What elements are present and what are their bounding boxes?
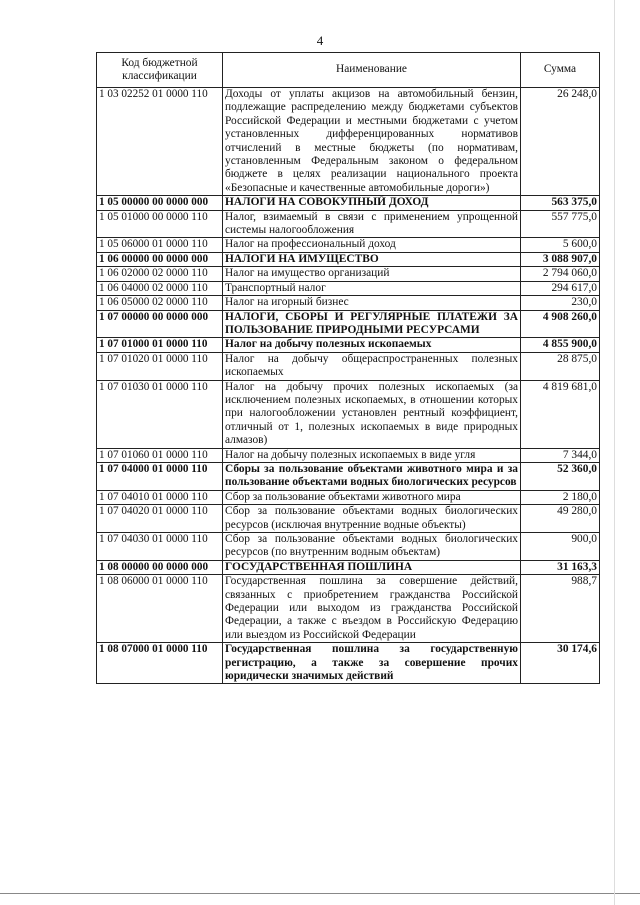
row-name: Налог на добычу полезных ископаемых <box>223 338 521 352</box>
budget-revenue-table <box>96 52 600 684</box>
table-row <box>97 296 600 310</box>
page-bottom-rule <box>0 893 640 894</box>
table-row <box>97 252 600 266</box>
row-code: 1 07 01000 01 0000 110 <box>97 338 223 352</box>
table-row <box>97 575 600 643</box>
row-name: Налог на имущество организаций <box>223 267 521 281</box>
table-row <box>97 448 600 462</box>
table-row <box>97 352 600 380</box>
table-row <box>97 380 600 448</box>
row-sum: 28 875,0 <box>521 352 600 380</box>
row-sum: 26 248,0 <box>521 88 600 196</box>
table-row <box>97 310 600 338</box>
row-code: 1 07 01030 01 0000 110 <box>97 380 223 448</box>
table-row <box>97 338 600 352</box>
row-name: Налог, взимаемый в связи с применением упрощенной системы налогообложения <box>223 210 521 238</box>
row-code: 1 05 01000 00 0000 110 <box>97 210 223 238</box>
row-code: 1 06 02000 02 0000 110 <box>97 267 223 281</box>
row-sum: 30 174,6 <box>521 643 600 684</box>
row-name: Государственная пошлина за совершение действий, связанных с приобретением гражданства Российской Федерации или выходом из гражданства Российской Федерации, а также с въездом в Российскую Федерацию или выездом из Российской Федерации <box>223 575 521 643</box>
table-header-row <box>97 53 600 88</box>
row-sum: 563 375,0 <box>521 196 600 210</box>
table-row <box>97 533 600 561</box>
table-row <box>97 210 600 238</box>
row-sum: 230,0 <box>521 296 600 310</box>
row-code: 1 08 07000 01 0000 110 <box>97 643 223 684</box>
row-name: Сборы за пользование объектами животного мира и за пользование объектами водных биологических ресурсов <box>223 462 521 490</box>
row-name: Налог на добычу общераспространенных полезных ископаемых <box>223 352 521 380</box>
row-name: Налог на игорный бизнес <box>223 296 521 310</box>
row-name: НАЛОГИ НА ИМУЩЕСТВО <box>223 252 521 266</box>
table-row <box>97 88 600 196</box>
header-sum: Сумма <box>521 53 600 88</box>
page-number: 4 <box>316 33 324 48</box>
row-code: 1 08 00000 00 0000 000 <box>97 560 223 574</box>
row-sum: 294 617,0 <box>521 281 600 295</box>
row-sum: 4 855 900,0 <box>521 338 600 352</box>
row-code: 1 08 06000 01 0000 110 <box>97 575 223 643</box>
page-right-edge <box>614 0 615 905</box>
row-sum: 4 819 681,0 <box>521 380 600 448</box>
row-sum: 4 908 260,0 <box>521 310 600 338</box>
row-sum: 31 163,3 <box>521 560 600 574</box>
row-code: 1 03 02252 01 0000 110 <box>97 88 223 196</box>
row-code: 1 07 04010 01 0000 110 <box>97 490 223 504</box>
row-sum: 5 600,0 <box>521 238 600 252</box>
row-name: Налог на профессиональный доход <box>223 238 521 252</box>
row-code: 1 07 00000 00 0000 000 <box>97 310 223 338</box>
header-code: Код бюджетной классификации <box>97 53 223 88</box>
row-sum: 557 775,0 <box>521 210 600 238</box>
table-row <box>97 643 600 684</box>
table-row <box>97 238 600 252</box>
row-code: 1 06 05000 02 0000 110 <box>97 296 223 310</box>
row-sum: 7 344,0 <box>521 448 600 462</box>
row-code: 1 06 04000 02 0000 110 <box>97 281 223 295</box>
row-name: Сбор за пользование объектами животного мира <box>223 490 521 504</box>
table-row <box>97 281 600 295</box>
row-name: НАЛОГИ, СБОРЫ И РЕГУЛЯРНЫЕ ПЛАТЕЖИ ЗА ПОЛЬЗОВАНИЕ ПРИРОДНЫМИ РЕСУРСАМИ <box>223 310 521 338</box>
row-name: Доходы от уплаты акцизов на автомобильный бензин, подлежащие распределению между бюджетами субъектов Российской Федерации и местными бюджетами с учетом установленных дифференцированных нормативов отчислений в местные бюджеты (по нормативам, установленным Федеральным законом о федеральном бюджете в целях реализации национального проекта «Безопасные и качественные автомобильные дороги») <box>223 88 521 196</box>
row-sum: 988,7 <box>521 575 600 643</box>
row-code: 1 07 04000 01 0000 110 <box>97 462 223 490</box>
row-name: Налог на добычу полезных ископаемых в виде угля <box>223 448 521 462</box>
row-code: 1 07 01060 01 0000 110 <box>97 448 223 462</box>
table-row <box>97 267 600 281</box>
row-name: Государственная пошлина за государственную регистрацию, а также за совершение прочих юридически значимых действий <box>223 643 521 684</box>
table-row <box>97 462 600 490</box>
row-code: 1 07 01020 01 0000 110 <box>97 352 223 380</box>
row-name: Налог на добычу прочих полезных ископаемых (за исключением полезных ископаемых, в отношении которых при налогообложении установлен рентный коэффициент, отличный от 1, полезных ископаемых в виде природных алмазов) <box>223 380 521 448</box>
table-row <box>97 560 600 574</box>
row-sum: 52 360,0 <box>521 462 600 490</box>
row-code: 1 07 04020 01 0000 110 <box>97 505 223 533</box>
table-row <box>97 505 600 533</box>
row-name: Сбор за пользование объектами водных биологических ресурсов (исключая внутренние водные объекты) <box>223 505 521 533</box>
row-sum: 3 088 907,0 <box>521 252 600 266</box>
row-sum: 900,0 <box>521 533 600 561</box>
row-name: ГОСУДАРСТВЕННАЯ ПОШЛИНА <box>223 560 521 574</box>
row-name: Сбор за пользование объектами водных биологических ресурсов (по внутренним водным объектам) <box>223 533 521 561</box>
table-row <box>97 490 600 504</box>
row-sum: 2 794 060,0 <box>521 267 600 281</box>
row-code: 1 06 00000 00 0000 000 <box>97 252 223 266</box>
header-name: Наименование <box>223 53 521 88</box>
row-sum: 2 180,0 <box>521 490 600 504</box>
row-name: Транспортный налог <box>223 281 521 295</box>
row-code: 1 05 00000 00 0000 000 <box>97 196 223 210</box>
row-code: 1 05 06000 01 0000 110 <box>97 238 223 252</box>
row-code: 1 07 04030 01 0000 110 <box>97 533 223 561</box>
table-row <box>97 196 600 210</box>
row-name: НАЛОГИ НА СОВОКУПНЫЙ ДОХОД <box>223 196 521 210</box>
row-sum: 49 280,0 <box>521 505 600 533</box>
